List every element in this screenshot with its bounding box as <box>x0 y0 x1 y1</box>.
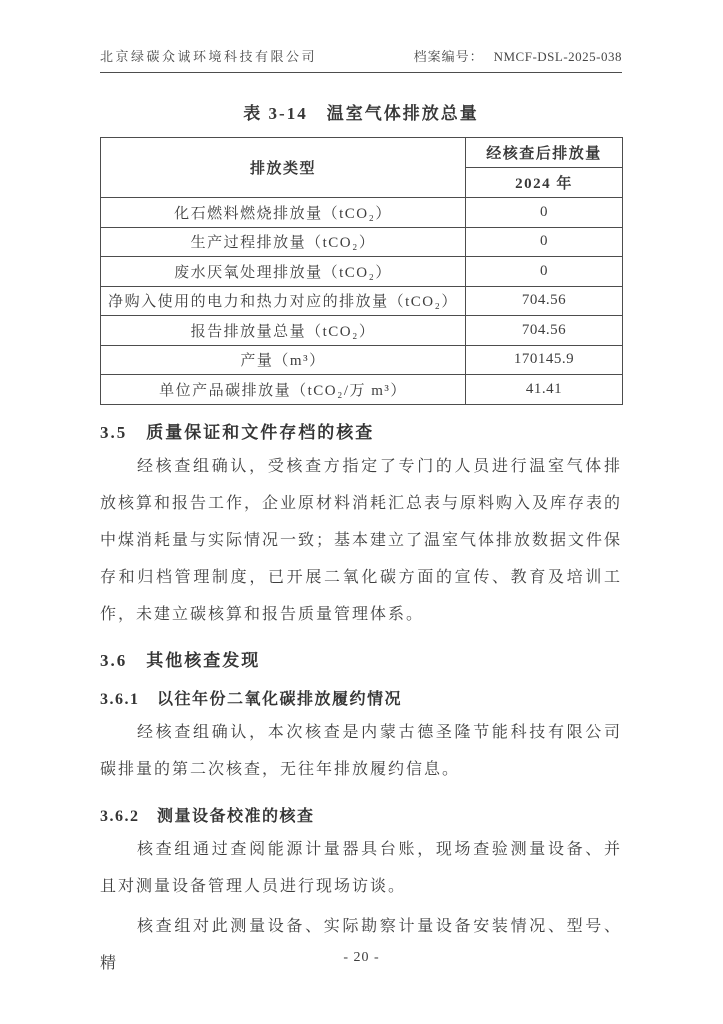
emission-type-cell: 单位产品碳排放量（tCO₂/万 m³） <box>101 375 466 405</box>
table-row <box>101 375 623 405</box>
table-row <box>101 286 623 316</box>
page-number: - 20 - <box>343 950 380 965</box>
emission-type-header: 排放类型 <box>101 138 466 198</box>
emission-value-cell: 704.56 <box>466 286 623 316</box>
section-3-6-1-heading: 3.6.1 以往年份二氧化碳排放履约情况 <box>100 690 403 708</box>
emission-value-cell: 704.56 <box>466 316 623 346</box>
table-title: 表 3-14 温室气体排放总量 <box>243 104 479 123</box>
archive-field <box>414 46 622 65</box>
company-name: 北京绿碳众诚环境科技有限公司 <box>100 49 318 64</box>
emission-type-cell: 生产过程排放量（tCO₂） <box>101 227 466 257</box>
section-3-6-2-heading: 3.6.2 测量设备校准的核查 <box>100 807 315 825</box>
section-3-6-1-paragraph: 经核查组确认，本次核查是内蒙古德圣隆节能科技有限公司碳排量的第二次核查，无往年排放履约信息。 <box>100 723 622 778</box>
emission-table <box>100 137 623 405</box>
emission-type-cell: 产量（m³） <box>101 345 466 375</box>
emission-type-cell: 废水厌氧处理排放量（tCO₂） <box>101 257 466 287</box>
emission-value-cell: 0 <box>466 198 623 228</box>
section-3-6-2-paragraph-2: 核查组对此测量设备、实际勘察计量设备安装情况、型号、精 <box>100 917 622 972</box>
table-header-row-1 <box>101 138 623 168</box>
emission-type-cell: 化石燃料燃烧排放量（tCO₂） <box>101 198 466 228</box>
emission-value-cell: 170145.9 <box>466 345 623 375</box>
page-header <box>100 46 622 73</box>
emission-value-cell: 41.41 <box>466 375 623 405</box>
emission-type-cell: 净购入使用的电力和热力对应的排放量（tCO₂） <box>101 286 466 316</box>
table-row <box>101 316 623 346</box>
year-header: 2024 年 <box>466 168 623 198</box>
archive-label: 档案编号： <box>413 49 484 64</box>
table-row <box>101 198 623 228</box>
emission-value-cell: 0 <box>466 257 623 287</box>
emission-table-body <box>101 198 623 405</box>
section-3-5-paragraph: 经核查组确认，受核查方指定了专门的人员进行温室气体排放核算和报告工作，企业原材料消耗汇总表与原料购入及库存表的中煤消耗量与实际情况一致；基本建立了温室气体排放数据文件保存和归档管理制度，已开展二氧化碳方面的宣传、教育及培训工作，未建立碳核算和报告质量管理体系。 <box>100 457 623 623</box>
table-row <box>101 257 623 287</box>
section-3-5-heading: 3.5 质量保证和文件存档的核查 <box>100 422 375 442</box>
archive-number: NMCF-DSL-2025-038 <box>493 49 622 64</box>
section-3-6-2-paragraph-1: 核查组通过查阅能源计量器具台账，现场查验测量设备、并且对测量设备管理人员进行现场访谈。 <box>100 840 622 895</box>
table-row <box>101 227 623 257</box>
section-3-6-heading: 3.6 其他核查发现 <box>100 650 261 670</box>
emission-value-cell: 0 <box>466 227 623 257</box>
table-row <box>101 345 623 375</box>
emission-type-cell: 报告排放量总量（tCO₂） <box>101 316 466 346</box>
verified-emission-header: 经核查后排放量 <box>466 138 623 168</box>
